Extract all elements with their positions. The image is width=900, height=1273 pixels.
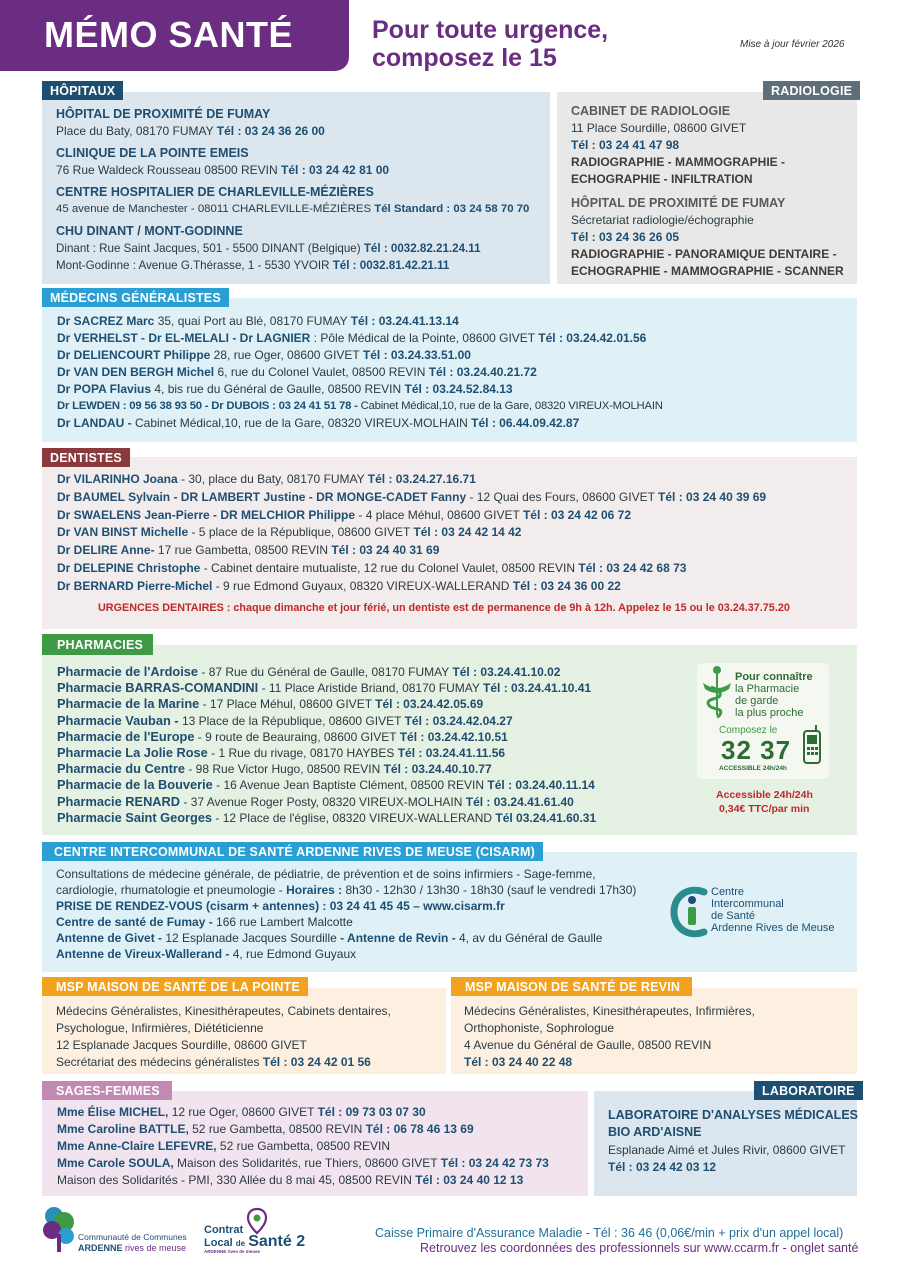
dentist-phone[interactable]: Tél : 03 24 42 06 72: [522, 507, 632, 522]
community-tree-logo-icon: [40, 1204, 80, 1252]
msp-pointe-content: [56, 1003, 391, 1071]
dentist-row: Dr VAN BINST Michelle - 5 place de la République, 08600 GIVET Tél : 03 24 42 14 42: [57, 525, 522, 540]
pharmacy-row: Pharmacie La Jolie Rose - 1 Rue du rivage, 08170 HAYBES Tél : 03.24.41.11.56: [57, 745, 506, 761]
radiology-services: ECHOGRAPHIE - MAMMOGRAPHIE - SCANNER: [571, 264, 844, 278]
pharmacy-phone[interactable]: Tél : 03.24.41.10.41: [483, 681, 592, 696]
on-call-text: de garde: [735, 695, 779, 707]
hospital-phone[interactable]: Tél Standard : 03 24 58 70 70: [374, 203, 530, 215]
msp-secretariat: Secrétariat des médecins généralistes: [56, 1055, 263, 1069]
hospital-name: CENTRE HOSPITALIER DE CHARLEVILLE-MÉZIÈRES: [56, 185, 374, 199]
pharmacy-phone[interactable]: Tél : 03.24.40.10.77: [383, 762, 492, 777]
radiology-services: RADIOGRAPHIE - PANORAMIQUE DENTAIRE -: [571, 247, 837, 261]
on-call-accessible: ACCESSIBLE 24h/24h: [719, 765, 787, 772]
hospital-phone[interactable]: Tél : 03 24 36 26 00: [216, 124, 325, 138]
pharmacy-row: Pharmacie Saint Georges - 12 Place de l'église, 08320 VIREUX-WALLERAND Tél 03.24.41.60.31: [57, 809, 597, 825]
on-call-text: la plus proche: [735, 707, 804, 719]
hospital-address: Dinant : Rue Saint Jacques, 501 - 5500 DINANT (Belgique): [56, 242, 364, 255]
dentist-phone[interactable]: Tél : 03 24 36 00 22: [512, 578, 621, 593]
pharmacy-phone[interactable]: Tél : 03.24.41.11.56: [397, 746, 506, 761]
lab-address: Esplanade Aimé et Jules Rivir, 08600 GIVET: [608, 1143, 846, 1157]
dentist-phone[interactable]: Tél : 03 24 42 14 42: [413, 525, 522, 540]
pharmacy-row: Pharmacie BARRAS-COMANDINI - 11 Place Aristide Briand, 08170 FUMAY Tél : 03.24.41.10.41: [57, 680, 592, 696]
midwife-row: Mme Anne-Claire LEFEVRE, 52 rue Gambetta, 08500 REVIN: [57, 1139, 391, 1153]
cisarm-givet-revin: Antenne de Givet - 12 Esplanade Jacques Sourdille - Antenne de Revin - 4, av du Général de Gaulle: [56, 931, 603, 945]
doctor-row: Dr POPA Flavius 4, bis rue du Général de Gaulle, 08500 REVIN Tél : 03.24.52.84.13: [57, 382, 513, 396]
cpam-line: Caisse Primaire d'Assurance Maladie - Tél : 36 46 (0,06€/min + prix d'un appel local): [375, 1226, 844, 1240]
on-call-number: 32 37: [721, 735, 792, 765]
dentist-row: Dr VILARINHO Joana - 30, place du Baty, 08170 FUMAY Tél : 03.24.27.16.71: [57, 472, 476, 486]
midwife-phone[interactable]: Tél : 03 24 42 73 73: [440, 1156, 549, 1170]
doctor-phone[interactable]: Tél : 03.24.33.51.00: [362, 348, 471, 362]
cisarm-fumay: Centre de santé de Fumay - 166 rue Lambert Malcotte: [56, 915, 353, 929]
doctor-row: Dr VERHELST - Dr EL-MELALI - Dr LAGNIER : Pôle Médical de la Pointe, 08600 GIVET Tél : 03.24.42.01.56: [57, 331, 647, 345]
pharmacy-row: Pharmacie du Centre - 98 Rue Victor Hugo, 08500 REVIN Tél : 03.24.40.10.77: [57, 761, 492, 777]
pharmacy-row: Pharmacie RENARD - 37 Avenue Roger Posty, 08320 VIREUX-MOLHAIN Tél : 03.24.41.61.40: [57, 793, 574, 809]
msp-address: 12 Esplanade Jacques Sourdille, 08600 GIVET: [56, 1038, 307, 1052]
pharmacy-row: Pharmacie de l'Ardoise - 87 Rue du Général de Gaulle, 08170 FUMAY Tél : 03.24.41.10.02: [57, 664, 561, 679]
cisarm-tag: CENTRE INTERCOMMUNAL DE SANTÉ ARDENNE RIVES DE MEUSE (CISARM): [42, 842, 543, 861]
on-call-text: Pour connaître: [735, 671, 813, 683]
hopitaux-list: [56, 106, 529, 274]
msp-pointe-tag: MSP MAISON DE SANTÉ DE LA POINTE: [42, 977, 308, 996]
radiology-name: HÔPITAL DE PROXIMITÉ DE FUMAY: [571, 196, 786, 210]
msp-revin-tag: MSP MAISON DE SANTÉ DE REVIN: [451, 977, 692, 996]
hospital-address: Place du Baty, 08170 FUMAY: [56, 124, 217, 138]
dentist-row: Dr SWAELENS Jean-Pierre - DR MELCHIOR Philippe - 4 place Méhul, 08600 GIVET Tél : 03 24 42 06 72: [57, 507, 632, 522]
pharmacy-phone[interactable]: Tél : 03.24.41.10.02: [452, 665, 561, 679]
laboratoire-content: [608, 1107, 858, 1176]
pharmacy-on-call-card: [697, 663, 829, 779]
dentist-row: Dr DELEPINE Christophe - Cabinet dentaire mutualiste, 12 rue du Colonel Vaulet, 08500 REVIN Tél : 03 24 42 68 73: [57, 560, 687, 575]
pharmacy-phone[interactable]: Tél : 03.24.41.61.40: [465, 794, 574, 809]
doctor-phone[interactable]: Tél : 06.44.09.42.87: [471, 416, 580, 430]
hospital-address: 45 avenue de Manchester - 08011 CHARLEVILLE-MÉZIÈRES: [56, 203, 375, 215]
midwife-phone[interactable]: Tél : 03 24 40 12 13: [415, 1173, 524, 1187]
dentist-phone[interactable]: Tél : 03.24.27.16.71: [367, 472, 476, 486]
caduceus-icon: [699, 665, 735, 721]
msp-revin-content: [464, 1003, 755, 1071]
dentist-phone[interactable]: Tél : 03 24 40 39 69: [658, 489, 767, 504]
dentistes-tag: DENTISTES: [42, 448, 130, 467]
community-name: Communauté de Communes: [78, 1232, 187, 1242]
mobile-phone-icon: [801, 725, 823, 765]
on-call-compose: Composez le: [719, 725, 778, 736]
midwife-row: Mme Caroline BATTLE, 52 rue Gambetta, 08500 REVIN Tél : 06 78 46 13 69: [57, 1122, 474, 1136]
radiology-services: RADIOGRAPHIE - MAMMOGRAPHIE -: [571, 155, 785, 169]
pharmacy-phone[interactable]: Tél : 03.24.42.10.51: [399, 729, 508, 744]
lab-phone[interactable]: Tél : 03 24 42 03 12: [608, 1160, 717, 1174]
midwife-phone[interactable]: Tél : 09 73 03 07 30: [317, 1105, 426, 1119]
cisarm-services: Consultations de médecine générale, de pédiatrie, de prévention et de soins infirmiers - Sage-femme,: [56, 867, 596, 881]
midwife-row: Mme Élise MICHEL, 12 rue Oger, 08600 GIVET Tél : 09 73 03 07 30: [57, 1105, 426, 1119]
hospital-name: CHU DINANT / MONT-GODINNE: [56, 224, 243, 238]
on-call-text: la Pharmacie: [735, 683, 800, 695]
hospital-phone[interactable]: Tél : 03 24 42 81 00: [281, 163, 390, 177]
radiologie-list: [571, 103, 844, 280]
urgence-line-2: composez le 15: [372, 44, 557, 72]
radiology-services: ECHOGRAPHIE - INFILTRATION: [571, 172, 753, 186]
urgence-line-1: Pour toute urgence,: [372, 16, 609, 44]
hopitaux-tag: HÔPITAUX: [42, 81, 123, 100]
radiology-secretariat: Sécretariat radiologie/échographie: [571, 213, 754, 227]
radiologie-tag: RADIOLOGIE: [763, 81, 860, 100]
dentistes-list: [57, 471, 766, 596]
ccarm-line[interactable]: Retrouvez les coordonnées des professionnels sur www.ccarm.fr - onglet santé: [420, 1241, 859, 1255]
doctor-row: Dr LANDAU - Cabinet Médical,10, rue de la Gare, 08320 VIREUX-MOLHAIN Tél : 06.44.09.42.87: [57, 416, 580, 430]
doctor-row: Dr SACREZ Marc 35, quai Port au Blé, 08170 FUMAY Tél : 03.24.41.13.14: [57, 314, 459, 328]
pharmacy-phone[interactable]: Tél 03.24.41.60.31: [495, 810, 597, 825]
dentist-row: Dr BAUMEL Sylvain - DR LAMBERT Justine - DR MONGE-CADET Fanny - 12 Quai des Fours, 08600 GIVET Tél : 03 24 40 39 69: [57, 489, 767, 504]
dental-emergency-note: URGENCES DENTAIRES : chaque dimanche et jour férié, un dentiste est de permanence de 9h à 12h. Appelez le 15 ou le 03.24.37.75.20: [98, 602, 790, 614]
lab-name: BIO ARD'AISNE: [608, 1125, 702, 1139]
midwife-row: Maison des Solidarités - PMI, 330 Allée du 8 mai 45, 08500 REVIN Tél : 03 24 40 12 13: [57, 1173, 524, 1187]
laboratoire-tag: LABORATOIRE: [754, 1081, 863, 1100]
cisarm-logo-icon: [670, 886, 710, 938]
pharmacy-row: Pharmacie Vauban - 13 Place de la République, 08600 GIVET Tél : 03.24.42.04.27: [57, 712, 513, 728]
doctor-phone[interactable]: Tél : 03.24.40.21.72: [428, 365, 537, 379]
pharmacies-tag: PHARMACIES: [42, 634, 153, 655]
dentist-phone[interactable]: Tél : 03 24 40 31 69: [331, 543, 440, 558]
cisarm-hours: cardiologie, rhumatologie et pneumologie - Horaires : 8h30 - 12h30 / 13h30 - 18h30 (sauf le vendredi 17h30): [56, 883, 637, 897]
hospital-phone[interactable]: Tél : 0032.81.42.21.11: [332, 259, 450, 272]
hospital-name: CLINIQUE DE LA POINTE EMEIS: [56, 146, 249, 160]
pharmacy-row: Pharmacie de l'Europe - 9 route de Beauraing, 08600 GIVET Tél : 03.24.42.10.51: [57, 728, 508, 744]
hospital-address: Mont-Godinne : Avenue G.Thérasse, 1 - 5530 YVOIR: [56, 259, 333, 272]
doctor-row: Dr DELIENCOURT Philippe 28, rue Oger, 08600 GIVET Tél : 03.24.33.51.00: [57, 348, 471, 362]
doctor-row: Dr VAN DEN BERGH Michel 6, rue du Colonel Vaulet, 08500 REVIN Tél : 03.24.40.21.72: [57, 365, 537, 379]
price-note: 0,34€ TTC/par min: [719, 803, 810, 815]
dentist-row: Dr DELIRE Anne- 17 rue Gambetta, 08500 REVIN Tél : 03 24 40 31 69: [57, 543, 440, 558]
radiology-address: 11 Place Sourdille, 08600 GIVET: [571, 121, 747, 135]
doctor-row: Dr LEWDEN : 09 56 38 93 50 - Dr DUBOIS : 03 24 41 51 78 - Cabinet Médical,10, rue de la Gare, 08320 VIREUX-MOLHAIN: [57, 400, 663, 412]
community-name-2: ARDENNE rives de meuse: [78, 1243, 187, 1253]
dentist-phone[interactable]: Tél : 03 24 42 68 73: [578, 560, 687, 575]
cisarm-logo-text: Centre Intercommunal de Santé Ardenne Rives de Meuse: [711, 886, 835, 934]
cisarm-content: [56, 866, 636, 962]
pharmacy-phone[interactable]: Tél : 03.24.42.05.69: [375, 697, 484, 712]
pharmacy-row: Pharmacie de la Bouverie - 16 Avenue Jean Baptiste Clément, 08500 REVIN Tél : 03.24.40.11.14: [57, 777, 595, 793]
radiology-phone[interactable]: Tél : 03 24 36 26 05: [571, 230, 680, 244]
sages-femmes-list: [57, 1104, 549, 1189]
dentist-row: Dr BERNARD Pierre-Michel - 9 rue Edmond Guyaux, 08320 VIREUX-WALLERAND Tél : 03 24 36 00 22: [57, 578, 621, 593]
medecins-tag: MÉDECINS GÉNÉRALISTES: [42, 288, 229, 307]
pharmacy-row: Pharmacie de la Marine - 17 Place Méhul, 08600 GIVET Tél : 03.24.42.05.69: [57, 696, 484, 712]
msp-phone[interactable]: Tél : 03 24 42 01 56: [262, 1055, 371, 1069]
midwife-row: Mme Carole SOULA, Maison des Solidarités, rue Thiers, 08600 GIVET Tél : 03 24 42 73 73: [57, 1156, 549, 1170]
lab-name: LABORATOIRE D'ANALYSES MÉDICALES: [608, 1108, 858, 1122]
msp-services: Médecins Généralistes, Kinesithérapeutes, Cabinets dentaires,: [56, 1004, 391, 1018]
medecins-list: [57, 313, 663, 432]
msp-address: 4 Avenue du Général de Gaulle, 08500 REVIN: [464, 1038, 712, 1052]
cls-logo: Contrat Local de Santé 2 ARDENNE rives de meuse: [204, 1224, 306, 1254]
msp-phone[interactable]: Tél : 03 24 40 22 48: [464, 1055, 573, 1069]
doctor-phone[interactable]: Tél : 03.24.41.13.14: [350, 314, 459, 328]
access-note: Accessible 24h/24h: [716, 789, 813, 801]
msp-services: Médecins Généralistes, Kinesithérapeutes, Infirmières,: [464, 1004, 755, 1018]
page-title: MÉMO SANTÉ: [44, 14, 294, 55]
midwife-phone[interactable]: Tél : 06 78 46 13 69: [365, 1122, 474, 1136]
hospital-name: HÔPITAL DE PROXIMITÉ DE FUMAY: [56, 107, 271, 121]
sages-femmes-tag: SAGES-FEMMES: [42, 1081, 172, 1100]
doctor-phone[interactable]: Tél : 03.24.42.01.56: [538, 331, 647, 345]
msp-services: Psychologue, Infirmières, Diététicienne: [56, 1021, 264, 1035]
cisarm-appointment[interactable]: PRISE DE RENDEZ-VOUS (cisarm + antennes) : 03 24 41 45 45 – www.cisarm.fr: [56, 899, 505, 913]
radiology-phone[interactable]: Tél : 03 24 41 47 98: [571, 138, 680, 152]
hospital-address: 76 Rue Waldeck Rousseau 08500 REVIN: [56, 163, 282, 177]
doctor-phone[interactable]: Tél : 03.24.52.84.13: [404, 382, 513, 396]
pharmacies-list: [57, 664, 596, 826]
update-date: Mise à jour février 2026: [740, 39, 845, 50]
pharmacy-phone[interactable]: Tél : 03.24.40.11.14: [487, 778, 595, 793]
hospital-phone[interactable]: Tél : 0032.82.21.24.11: [363, 242, 481, 255]
pharmacy-phone[interactable]: Tél : 03.24.42.04.27: [404, 713, 513, 728]
radiology-name: CABINET DE RADIOLOGIE: [571, 104, 731, 118]
msp-services: Orthophoniste, Sophrologue: [464, 1021, 615, 1035]
cisarm-vireux: Antenne de Vireux-Wallerand - 4, rue Edmond Guyaux: [56, 947, 357, 961]
